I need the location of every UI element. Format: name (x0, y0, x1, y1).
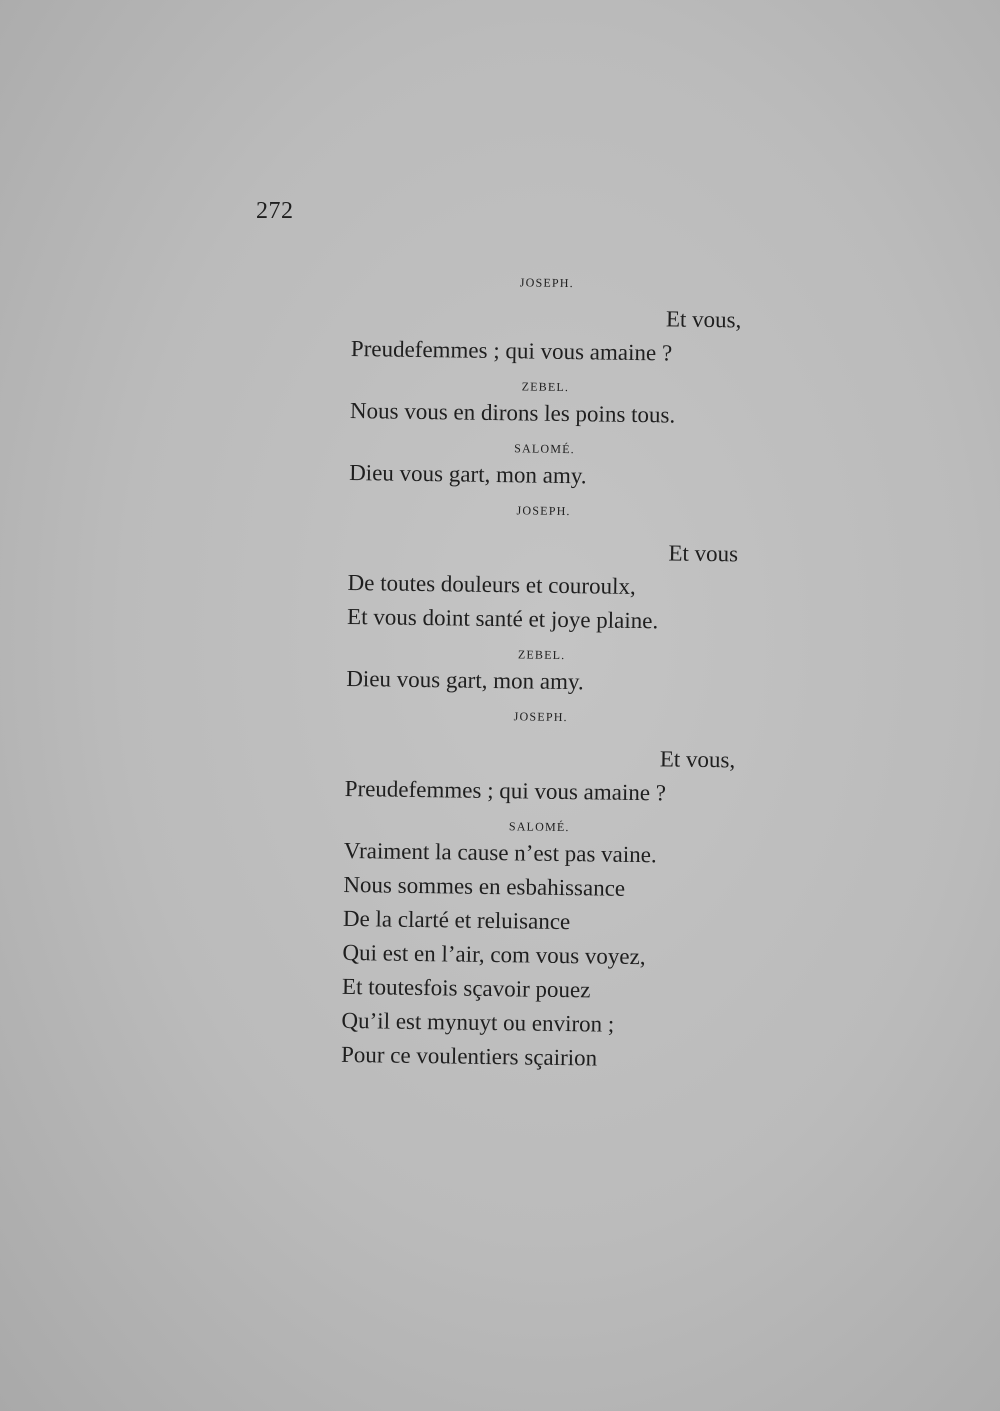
verse-line: Et vous doint santé et joye plaine. (346, 603, 659, 634)
verse-line: Et vous, (665, 306, 742, 333)
verse-line: Nous vous en dirons les poins tous. (349, 397, 676, 428)
verse-line: Nous sommes en esbahissance (343, 871, 626, 901)
verse-line: Pour ce voulentiers sçairion (340, 1041, 598, 1071)
verse-line: Et toutesfois sçavoir pouez (341, 973, 591, 1003)
verse-line: Dieu vous gart, mon amy. (348, 459, 587, 489)
verse-line: Preudefemmes ; qui vous amaine ? (350, 335, 673, 366)
verse-line: Et vous, (659, 746, 736, 773)
speaker-label: SALOMÉ. (508, 819, 570, 835)
verse-line: Et vous (668, 540, 739, 567)
verse-line: Qu’il est mynuyt ou environ ; (341, 1007, 615, 1037)
verse-line: De la clarté et reluisance (342, 905, 571, 935)
speaker-label: ZEBEL. (517, 647, 566, 663)
page-number: 272 (256, 198, 294, 224)
speaker-label: ZEBEL. (521, 379, 570, 395)
speaker-label: JOSEPH. (516, 503, 571, 519)
verse-line: Preudefemmes ; qui vous amaine ? (344, 775, 667, 806)
verse-line: Qui est en l’air, com vous voyez, (342, 939, 646, 970)
speaker-label: JOSEPH. (519, 275, 574, 291)
dialogue-block (341, 270, 772, 1078)
verse-line: Dieu vous gart, mon amy. (346, 665, 584, 695)
speaker-label: SALOMÉ. (514, 441, 575, 457)
speaker-label: JOSEPH. (513, 709, 568, 725)
verse-line: Vraiment la cause n’est pas vaine. (343, 837, 657, 868)
verse-line: De toutes douleurs et couroulx, (347, 569, 636, 599)
